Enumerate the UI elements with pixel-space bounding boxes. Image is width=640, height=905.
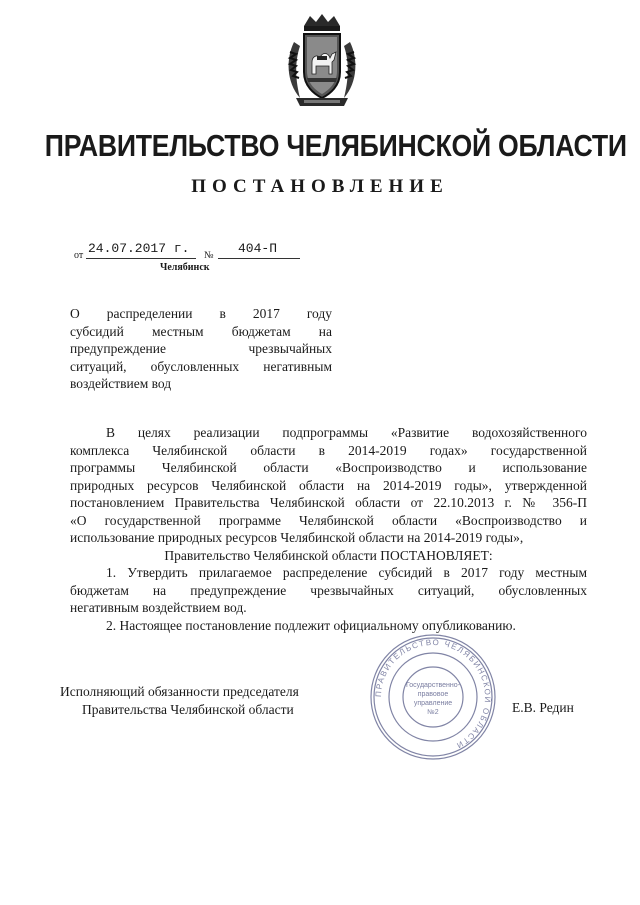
subject-line: субсидий местным бюджетам на <box>70 323 332 339</box>
document-body <box>70 424 587 634</box>
subject-line: предупреждение чрезвычайных <box>70 341 332 356</box>
preamble-line: использование природных ресурсов Челябинской области на 2014-2019 годы», <box>70 530 524 545</box>
number-prefix: № <box>204 250 214 261</box>
signatory-position <box>60 683 299 718</box>
preamble-line: «О государственной программе Челябинской области «Воспроизводство и <box>70 512 587 528</box>
preamble-line: программы Челябинской области «Воспроизводство и использование <box>70 460 587 475</box>
item-1-line: 1. Утвердить прилагаемое распределение субсидий в 2017 году местным <box>106 565 587 580</box>
subject-line: О распределении в 2017 году <box>70 306 332 321</box>
item-1-line: негативным воздействием вод. <box>70 600 247 615</box>
seal-inner-text: управление <box>413 700 453 707</box>
date-underline <box>86 258 196 259</box>
position-line: Правительства Челябинской области <box>82 701 294 717</box>
seal-inner-text: правовое <box>417 691 449 698</box>
preamble-line: природных ресурсов Челябинской области на 2014-2019 годы», утвержденной <box>70 477 587 493</box>
date-prefix: от <box>74 250 84 261</box>
position-line: Исполняющий обязанности председателя <box>60 684 299 699</box>
subject-line: ситуаций, обусловленных негативным <box>70 358 332 374</box>
preamble-line: постановлением Правительства Челябинской области от 22.10.2013 г. № 356-П <box>70 495 587 510</box>
resolves-line: Правительство Челябинской области ПОСТАНОВЛЯЕТ: <box>164 547 493 563</box>
subject-line: воздействием вод <box>70 376 172 391</box>
preamble-line: В целях реализации подпрограммы «Развитие водохозяйственного <box>106 425 587 440</box>
city-name: Челябинск <box>160 262 210 273</box>
official-seal-stamp <box>368 632 498 762</box>
date-value: 24.07.2017 г. <box>88 241 190 256</box>
seal-ring-text: ПРАВИТЕЛЬСТВО ЧЕЛЯБИНСКОЙ ОБЛАСТИ <box>373 637 493 751</box>
coat-of-arms-emblem <box>282 12 362 110</box>
signer-name: Е.В. Редин <box>512 700 574 715</box>
seal-inner-text: №2 <box>427 709 439 716</box>
seal-inner-text: Государственно- <box>405 682 461 689</box>
item-2-line: 2. Настоящее постановление подлежит официальному опубликованию. <box>106 617 516 633</box>
item-1-line: бюджетам на предупреждение чрезвычайных ситуаций, обусловленных <box>70 582 587 598</box>
preamble-line: комплекса Челябинской области в 2014-2019 годах» государственной <box>70 442 587 458</box>
document-subject <box>70 305 332 393</box>
number-underline <box>218 258 300 259</box>
document-type-heading: ПОСТАНОВЛЕНИЕ <box>191 176 449 197</box>
government-title: ПРАВИТЕЛЬСТВО ЧЕЛЯБИНСКОЙ ОБЛАСТИ <box>44 128 627 163</box>
number-value: 404-П <box>238 241 278 256</box>
